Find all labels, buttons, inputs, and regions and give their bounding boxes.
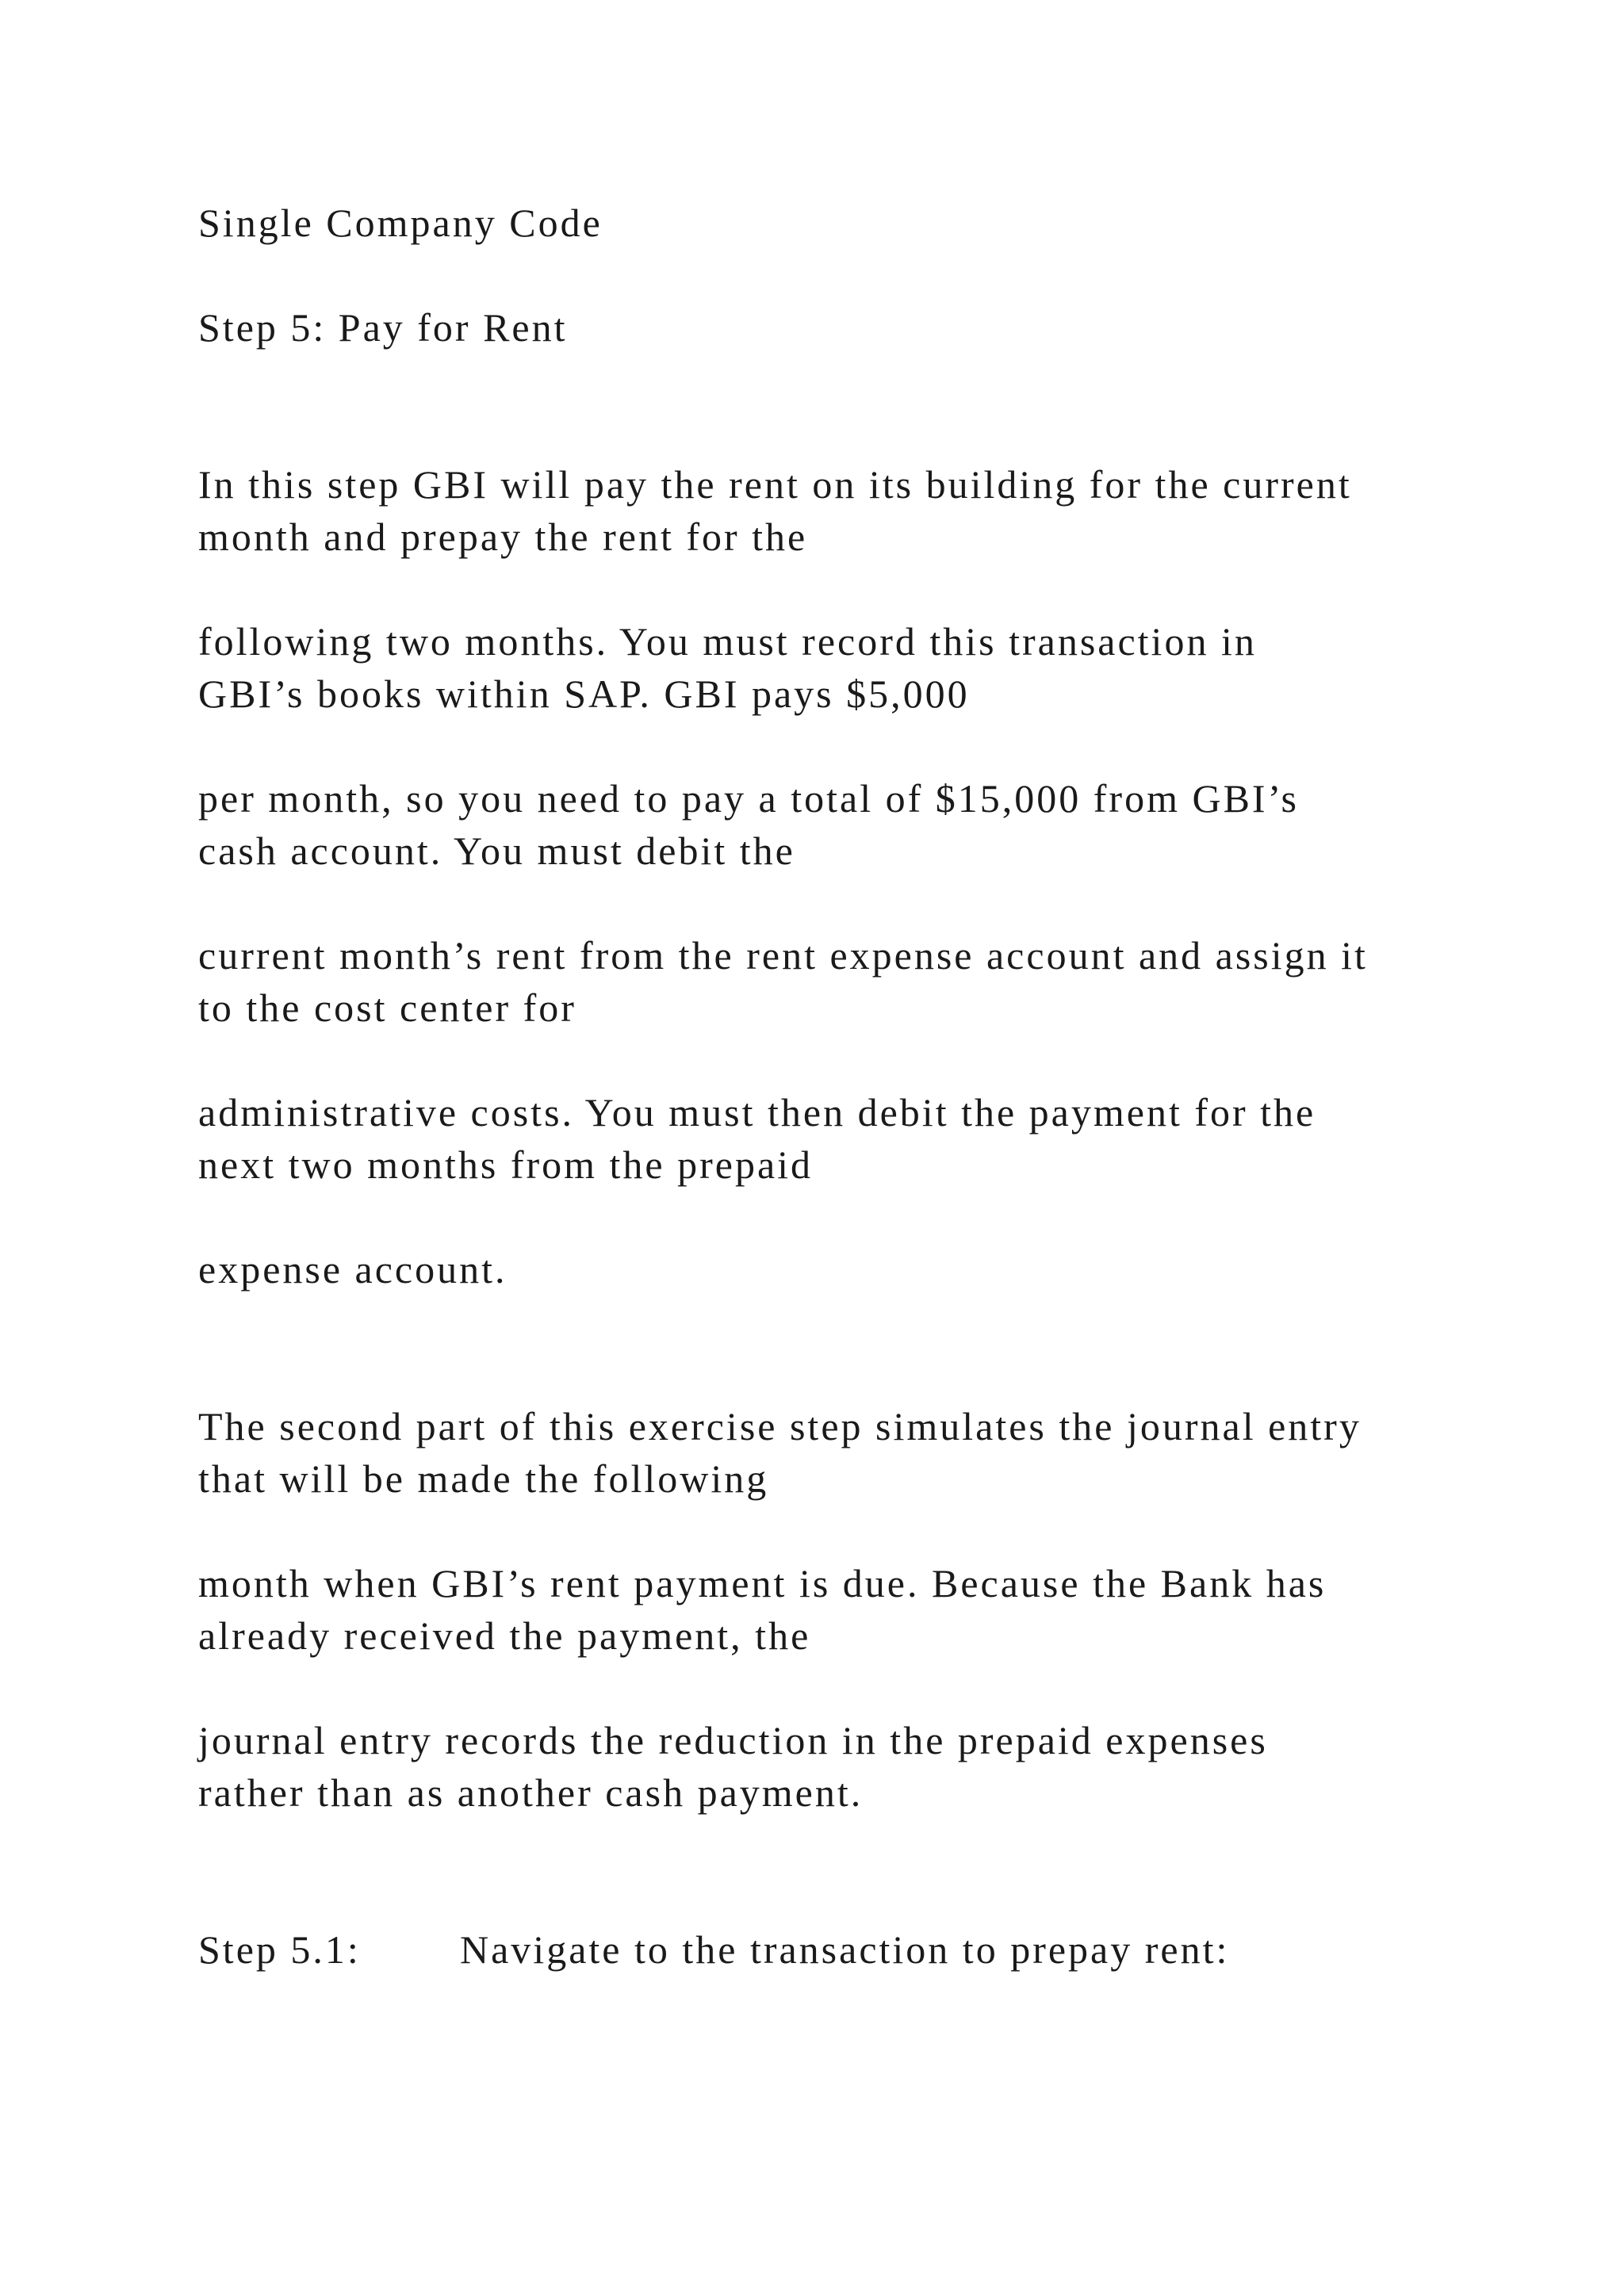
second-part-line: month when GBI’s rent payment is due. Because the Bank has: [198, 1561, 1327, 1605]
intro-line: In this step GBI will pay the rent on its building for the current: [198, 462, 1352, 507]
intro-line: administrative costs. You must then debit the payment for the: [198, 1090, 1316, 1135]
intro-line: per month, so you need to pay a total of $15,000 from GBI’s: [198, 776, 1299, 821]
substep-line: [198, 1923, 1229, 1976]
second-part-line: that will be made the following: [198, 1456, 769, 1501]
second-part-line: rather than as another cash payment.: [198, 1770, 864, 1815]
intro-line: next two months from the prepaid: [198, 1142, 814, 1187]
intro-line: GBI’s books within SAP. GBI pays $5,000: [198, 672, 970, 716]
intro-line: to the cost center for: [198, 985, 576, 1030]
intro-line: expense account.: [198, 1247, 508, 1292]
intro-line: following two months. You must record this transaction in: [198, 619, 1257, 664]
substep-text: Navigate to the transaction to prepay rent:: [460, 1927, 1230, 1972]
intro-line: month and prepay the rent for the: [198, 515, 808, 559]
document-heading: Single Company Code: [198, 201, 603, 245]
second-part-line: already received the payment, the: [198, 1613, 811, 1658]
step-title: Step 5: Pay for Rent: [198, 305, 568, 350]
second-part-line: journal entry records the reduction in the prepaid expenses: [198, 1718, 1268, 1762]
intro-line: current month’s rent from the rent expense account and assign it: [198, 933, 1368, 978]
intro-line: cash account. You must debit the: [198, 828, 795, 873]
second-part-line: The second part of this exercise step simulates the journal entry: [198, 1404, 1362, 1448]
substep-label: Step 5.1:: [198, 1927, 361, 1972]
